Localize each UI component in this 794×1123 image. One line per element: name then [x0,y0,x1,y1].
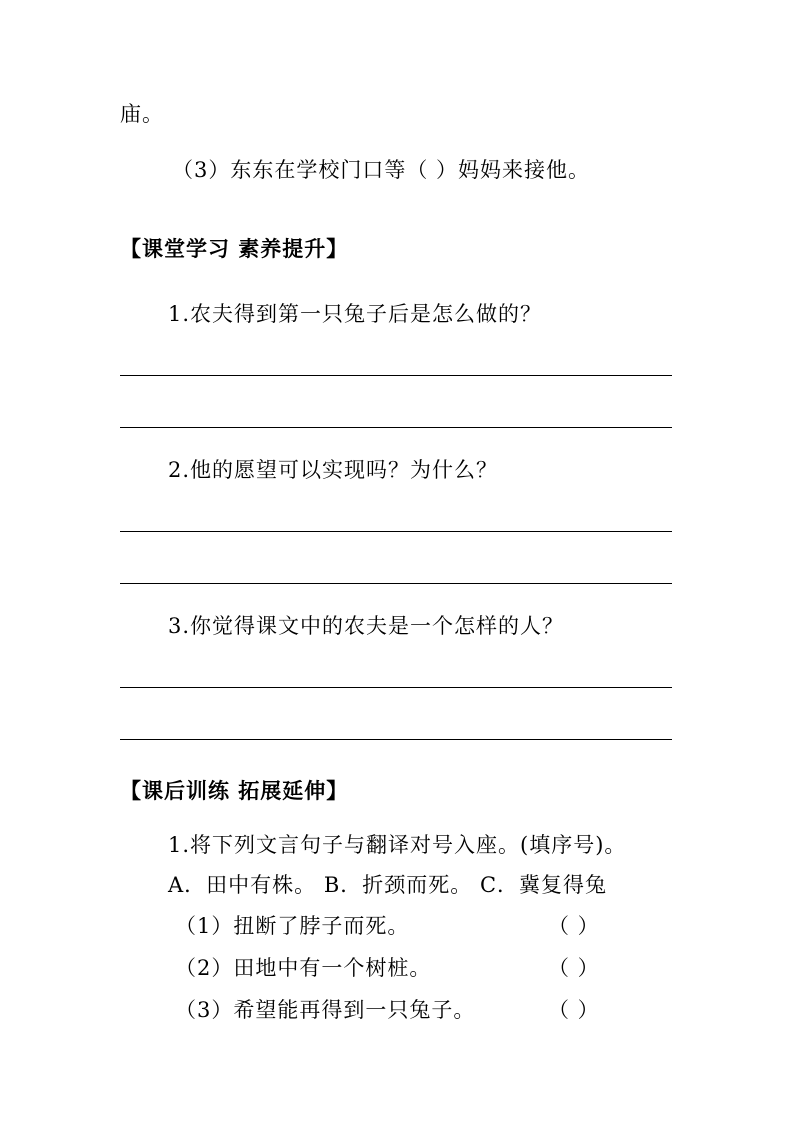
answer-line[interactable] [120,583,672,584]
answer-paren-3[interactable]: （ ） [548,998,600,1022]
matching-question: 1.将下列文言句子与翻译对号入座。(填序号)。 [168,833,627,857]
answer-line[interactable] [120,687,672,688]
question-1: 1.农夫得到第一只兔子后是怎么做的？ [168,302,543,326]
continuation-tail: 庙。 [120,102,164,126]
question-2: 2.他的愿望可以实现吗？为什么？ [168,458,499,482]
answer-line[interactable] [120,375,672,376]
match-item-2: （2）田地中有一个树桩。 [175,956,432,980]
section-heading-after-class-training: 【课后训练 拓展延伸】 [120,779,349,803]
answer-line[interactable] [120,739,672,740]
answer-paren-2[interactable]: （ ） [548,956,600,980]
answer-line[interactable] [120,531,672,532]
answer-paren-1[interactable]: （ ） [548,914,600,938]
question-3: 3.你觉得课文中的农夫是一个怎样的人？ [168,614,565,638]
section-heading-classroom-learning: 【课堂学习 素养提升】 [120,237,349,261]
answer-line[interactable] [120,427,672,428]
matching-options: A．田中有株。 B．折颈而死。 C．冀复得兔 [168,873,608,897]
match-item-1: （1）扭断了脖子而死。 [175,914,410,938]
fill-blank-item-3: （3）东东在学校门口等（ ）妈妈来接他。 [172,158,591,182]
match-item-3: （3）希望能再得到一只兔子。 [175,998,476,1022]
